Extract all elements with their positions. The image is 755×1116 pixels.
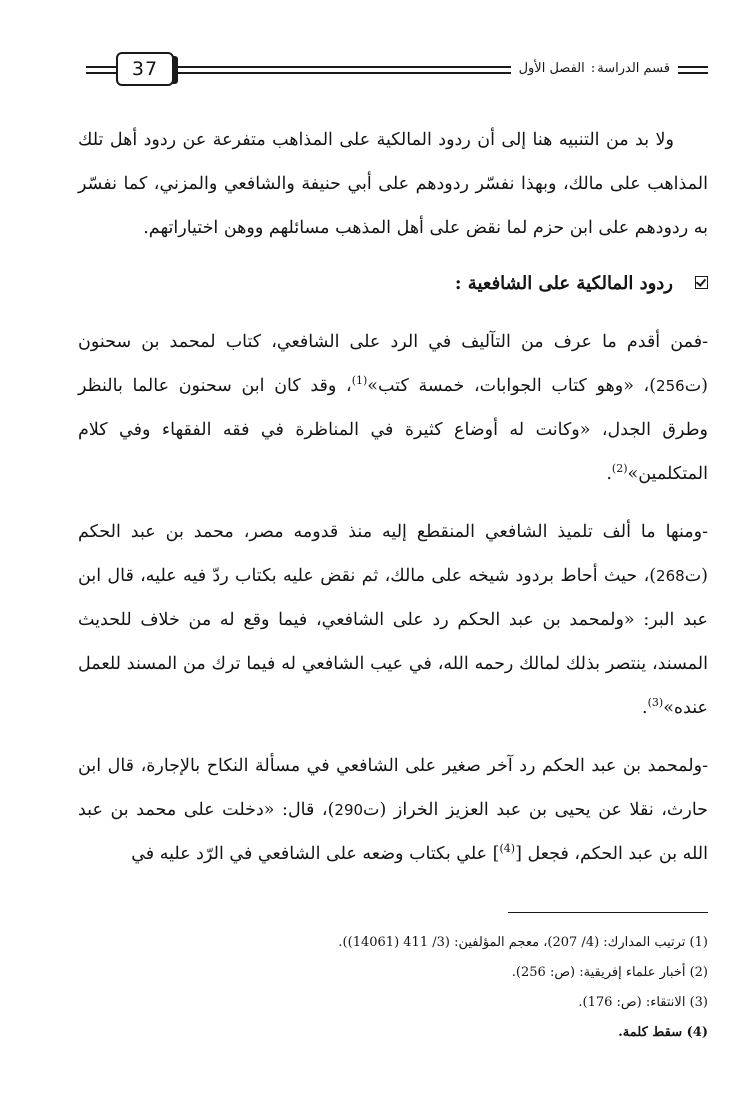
footnote-separator (508, 912, 708, 913)
p1-text-b: )، «وهو كتاب الجوابات، خمسة كتب» (367, 376, 657, 396)
page-number-box (116, 52, 174, 86)
p3-text-c: ] علي بكتاب وضعه على الشافعي في الرّد عليه في (131, 844, 500, 864)
page-number: 37 (131, 58, 159, 80)
footnote-ref-4[interactable]: (4) (499, 842, 516, 856)
p3-text-b: )، قال: «دخلت على محمد بن عبد الله بن عبد الحكم، فجعل [ (78, 800, 708, 864)
p1-text-d: . (606, 464, 612, 484)
footnote-3: (3) الانتقاء: (ص: 176). (578, 995, 708, 1010)
p3-death-year: 290 (334, 801, 364, 819)
running-head-separator: : (590, 61, 596, 76)
footnote-ref-2[interactable]: (2) (611, 462, 628, 476)
p2-death-year: 268 (656, 567, 685, 585)
footnotes (108, 928, 708, 1048)
footnote-1: (1) ترتيب المدارك: (4/ 207)، معجم المؤلفين: (3/ 411 (14061)). (338, 935, 708, 950)
footnote-4: (4) سقط كلمة. (618, 1025, 708, 1040)
paragraph-ibn-sahnun (78, 320, 708, 496)
p2-text-b: )، حيث أحاط بردود شيخه على مالك، ثم نقض عليه بكتاب ردّ فيه عليه، قال ابن عبد البر: «ولمحمد بن عبد الحكم رد على الشافعي، فيما وقع له من خلاف للحديث المسند، ينتصر بذلك لمالك رحمه الله، في عيب الشافعي له فيما ترك من المسند للعمل عنده» (78, 566, 708, 718)
footnote-2: (2) أخبار علماء إفريقية: (ص: 256). (511, 965, 708, 980)
intro-paragraph: ولا بد من التنبيه هنا إلى أن ردود المالكية على المذاهب متفرعة عن ردود أهل تلك المذاهب على مالك، وبهذا نفسّر ردودهم على أبي حنيفة والشافعي والمزني، كما نفسّر به ردودهم على ابن حزم لما نقض على أهل المذهب مسائلهم ووهن اختياراتهم. (78, 130, 708, 238)
paragraph-ibn-abd-al-hakam (78, 510, 708, 730)
p2-text-c: . (642, 698, 648, 718)
page-body (78, 118, 708, 876)
p2-text-a: -ومنها ما ألف تلميذ الشافعي المنقطع إليه منذ قدومه مصر، محمد بن عبد الحكم (ت (78, 522, 708, 586)
paragraph-second-refutation (78, 744, 708, 876)
running-head-part: قسم الدراسة (597, 61, 670, 76)
page-number-box-shadow (172, 56, 178, 84)
footnote-ref-1[interactable]: (1) (351, 374, 368, 388)
p1-text-a: -فمن أقدم ما عرف من التآليف في الرد على الشافعي، كتاب لمحمد بن سحنون (ت (78, 332, 708, 396)
p1-death-year: 256 (656, 377, 685, 395)
running-head (511, 56, 678, 82)
checkbox-bullet-icon (695, 276, 708, 289)
section-heading (78, 262, 708, 306)
p1-text-c: ، وقد كان ابن سحنون عالما بالنظر وطرق الجدل، «وكانت له أوضاع كثيرة في المناظرة في فقه الفقهاء وفي كلام المتكلمين» (78, 376, 708, 484)
footnote-ref-3[interactable]: (3) (647, 696, 664, 710)
p3-text-a: -ولمحمد بن عبد الحكم رد آخر صغير على الشافعي في مسألة النكاح بالإجارة، قال ابن حارث، نقلا عن يحيى بن عبد العزيز الخراز (ت (78, 756, 708, 820)
running-head-chapter: الفصل الأول (518, 61, 585, 76)
section-heading-text: ردود المالكية على الشافعية : (454, 273, 673, 294)
page-header (86, 52, 708, 88)
